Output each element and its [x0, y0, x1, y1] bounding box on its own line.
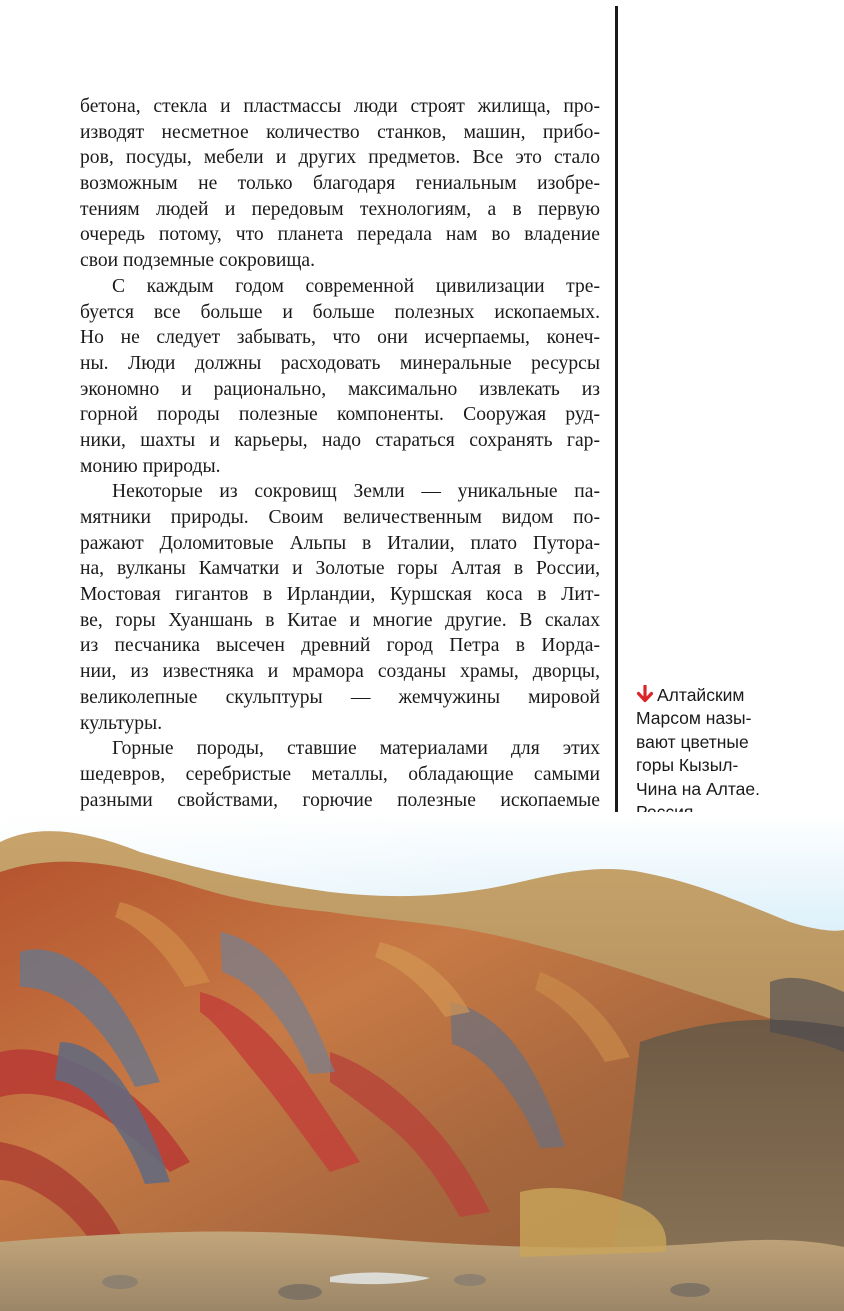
caption-line: вают цветные	[636, 731, 749, 752]
text-line: ве, горы Хуаншань в Китае и многие другие. В скалах	[80, 609, 600, 631]
text-line: бетона, стекла и пластмассы люди строят жилища, про-	[80, 96, 600, 117]
text-line: С каждым годом современной цивилизации тре-	[112, 275, 600, 297]
stone	[454, 1274, 486, 1286]
text-line: культуры.	[80, 712, 163, 734]
text-line: тениям людей и передовым технологиям, а в первую	[80, 198, 600, 220]
paragraph-3	[80, 479, 600, 736]
text-line: изводят несметное количество станков, машин, прибо-	[80, 121, 600, 143]
stone	[670, 1283, 710, 1297]
stone	[102, 1275, 138, 1289]
text-line: буется все больше и больше полезных ископаемых.	[80, 301, 600, 323]
text-line: свои подземные сокровища.	[80, 250, 316, 272]
vertical-divider	[615, 6, 618, 818]
text-line: монию природы.	[80, 455, 221, 477]
caption-line: Марсом назы-	[636, 708, 752, 729]
arrow-down-icon	[636, 685, 654, 703]
text-line: шедевров, серебристые металлы, обладающие самыми	[80, 763, 600, 785]
text-line: очередь потому, что планета передала нам во владение	[80, 224, 600, 246]
stone	[278, 1284, 322, 1300]
foreground-ground	[0, 1232, 844, 1311]
text-line: Горные породы, ставшие материалами для этих	[112, 738, 600, 760]
text-line: нии, из известняка и мрамора созданы храмы, дворцы,	[80, 661, 600, 683]
text-line: Мостовая гигантов в Ирландии, Куршская коса в Лит-	[80, 584, 600, 606]
text-line: Некоторые из сокровищ Земли — уникальные па-	[112, 481, 600, 503]
caption-line: Чина на Алтае.	[636, 778, 760, 799]
paragraph-1	[80, 94, 600, 274]
text-line: ражают Доломитовые Альпы в Италии, плато Путора-	[80, 532, 600, 554]
text-line: ны. Люди должны расходовать минеральные ресурсы	[80, 352, 600, 374]
caption-text: Алтайским	[657, 685, 745, 705]
text-line: ров, посуды, мебели и других предметов. Все это стало	[80, 147, 600, 169]
caption-line	[636, 684, 836, 707]
text-line: разными свойствами, горючие полезные ископаемые	[80, 789, 600, 811]
text-line: мятники природы. Своим величественным видом по-	[80, 507, 600, 528]
text-line: ники, шахты и карьеры, надо стараться сохранять гар-	[80, 429, 600, 451]
text-line: на, вулканы Камчатки и Золотые горы Алтая в России,	[80, 558, 600, 580]
text-line: горной породы полезные компоненты. Сооружая руд-	[80, 404, 600, 426]
text-line: экономно и рационально, максимально извлекать из	[80, 378, 600, 400]
text-line: Но не следует забывать, что они исчерпаемы, конеч-	[80, 327, 600, 349]
mountain-photo	[0, 812, 844, 1311]
text-line: возможным не только благодаря гениальным изобре-	[80, 173, 600, 195]
photo-caption	[636, 684, 836, 824]
caption-line: горы Кызыл-	[636, 755, 739, 776]
body-text	[80, 94, 600, 865]
text-line: из песчаника высечен древний город Петра в Иорда-	[80, 635, 600, 657]
text-line: великолепные скульптуры — жемчужины мировой	[80, 686, 600, 708]
paragraph-2	[80, 274, 600, 480]
